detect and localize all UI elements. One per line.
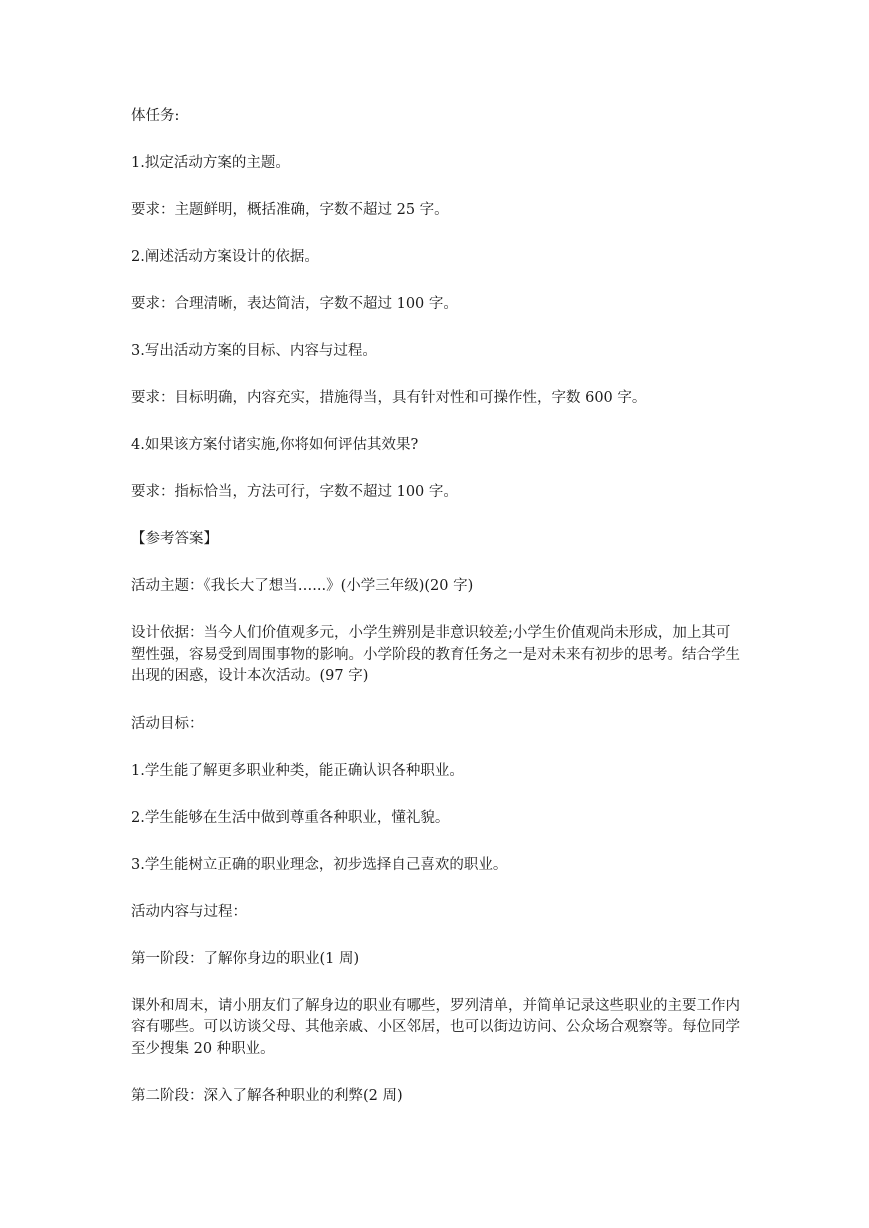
task-item-4: 4.如果该方案付诸实施,你将如何评估其效果? (131, 437, 419, 453)
task-heading: 体任务: (131, 108, 180, 124)
activity-theme: 活动主题：《我长大了想当…...》(小学三年级)(20 字) (131, 578, 474, 594)
document-body (131, 106, 741, 1133)
task-item-2: 2.阐述活动方案设计的依据。 (131, 249, 319, 265)
reference-answer-heading: 【参考答案】 (131, 531, 218, 547)
design-basis: 设计依据：当今人们价值观多元，小学生辨别是非意识较差;小学生价值观尚未形成，加上其可塑性强，容易受到周围事物的影响。小学阶段的教育任务之一是对未来有初步的思考。结合学生出现的困惑，设计本次活动。(97 字) (131, 625, 740, 684)
activity-goal-1: 1.学生能了解更多职业种类，能正确认识各种职业。 (131, 762, 464, 779)
activity-goal-2: 2.学生能够在生活中做到尊重各种职业，懂礼貌。 (131, 809, 450, 826)
activity-goal-3: 3.学生能树立正确的职业理念，初步选择自己喜欢的职业。 (131, 856, 508, 873)
stage-1-heading: 第一阶段：了解你身边的职业(1 周) (131, 950, 360, 967)
task-item-3: 3.写出活动方案的目标、内容与过程。 (131, 343, 377, 359)
task-item-1: 1.拟定活动方案的主题。 (131, 155, 290, 171)
task-requirement-3: 要求：目标明确，内容充实，措施得当，具有针对性和可操作性，字数 600 字。 (131, 390, 647, 406)
task-requirement-2: 要求：合理清晰，表达简洁，字数不超过 100 字。 (131, 296, 458, 312)
stage-2-heading: 第二阶段：深入了解各种职业的利弊(2 周) (131, 1088, 403, 1104)
task-requirement-1: 要求：主题鲜明，概括准确，字数不超过 25 字。 (131, 202, 449, 218)
task-requirement-4: 要求：指标恰当，方法可行，字数不超过 100 字。 (131, 484, 458, 500)
stage-1-body: 课外和周末，请小朋友们了解身边的职业有哪些，罗列清单，并简单记录这些职业的主要工作内容有哪些。可以访谈父母、其他亲戚、小区邻居，也可以街边访问、公众场合观察等。每位同学至少搜集 20 种职业。 (131, 997, 740, 1057)
activity-process-heading: 活动内容与过程： (131, 903, 247, 920)
activity-goals-heading: 活动目标： (131, 715, 204, 732)
